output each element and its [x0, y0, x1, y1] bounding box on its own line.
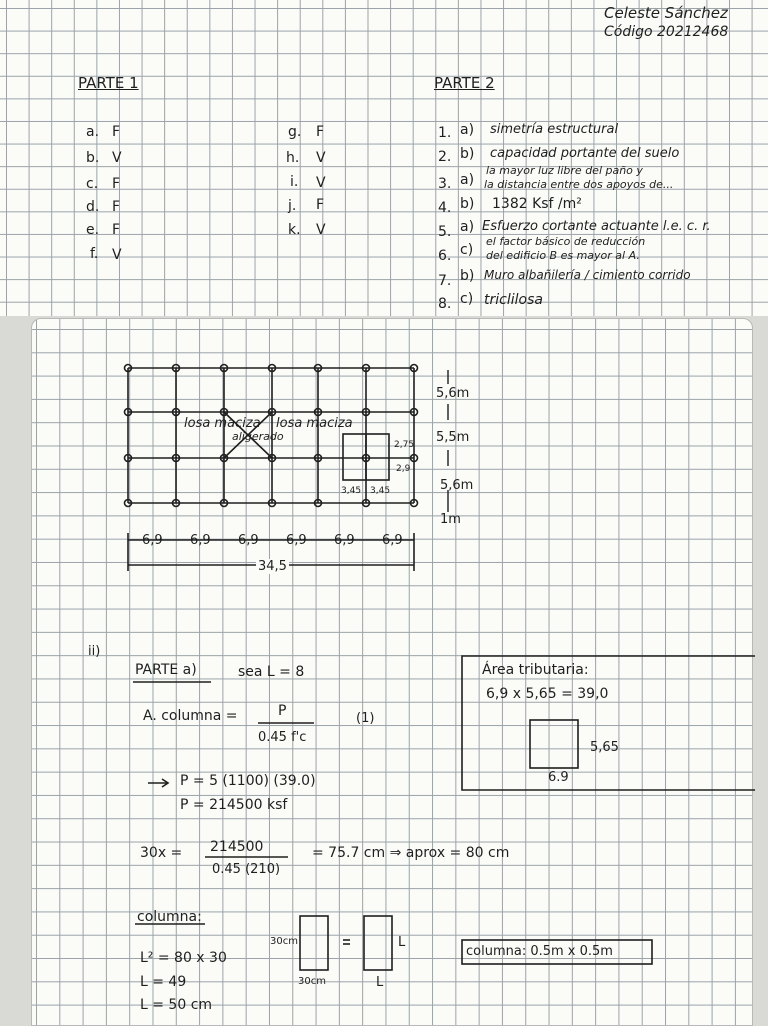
formula-denominator: 0.45 f'c: [258, 730, 307, 745]
plan-dim: 5,5m: [436, 430, 470, 445]
span-dim: 6,9: [142, 533, 163, 548]
p1-answer: V: [112, 247, 122, 263]
p2-option: c): [460, 242, 474, 258]
section-marker: ii): [88, 644, 101, 659]
p1-letter: k.: [288, 222, 301, 238]
span-dim: 6,9: [190, 533, 211, 548]
plan-dim: 1m: [440, 512, 461, 527]
p2-num: 4.: [438, 200, 452, 216]
p2-text: simetría estructural: [490, 122, 619, 137]
p2-option: b): [460, 196, 475, 212]
p1-answer: F: [316, 197, 325, 213]
box-dim: 30cm: [298, 976, 326, 987]
parte-a-title: PARTE a): [135, 662, 197, 678]
p1-letter: f.: [90, 246, 99, 262]
columna-title: columna:: [137, 909, 202, 925]
assumption: sea L = 8: [238, 664, 305, 680]
box-dim: L: [376, 975, 384, 990]
p2-option: b): [460, 268, 475, 284]
plan-dim-small: 2,9: [396, 464, 411, 474]
p1-letter: e.: [86, 222, 100, 238]
p1-letter: d.: [86, 199, 100, 215]
p1-letter: j.: [288, 198, 297, 214]
area-formula-label: A. columna =: [143, 708, 238, 724]
p1-letter: h.: [286, 150, 300, 166]
p2-text: capacidad portante del suelo: [490, 146, 680, 161]
p1-answer: V: [316, 222, 326, 238]
p2-text: Muro albañilería / cimiento corrido: [484, 268, 691, 282]
plan-dim: 5,6m: [440, 478, 474, 493]
p1-letter: a.: [86, 124, 100, 140]
p2-option: b): [460, 146, 475, 162]
columna-line: L = 49: [140, 974, 187, 990]
p1-answer: V: [316, 150, 326, 166]
p1-answer: F: [112, 124, 121, 140]
p2-text-line2: la distancia entre dos apoyos de...: [484, 178, 674, 191]
floor-plan-grid: [128, 368, 414, 571]
parte2-title: PARTE 2: [434, 74, 495, 92]
p1-letter: i.: [290, 174, 299, 190]
calc-numerator: 214500: [210, 839, 264, 855]
p2-num: 5.: [438, 224, 452, 240]
p2-option: c): [460, 291, 474, 307]
columna-line: L² = 80 x 30: [140, 950, 227, 966]
p1-letter: c.: [86, 176, 99, 192]
p1-answer: V: [112, 150, 122, 166]
p1-answer: V: [316, 175, 326, 191]
tributaria-side: 5,65: [590, 740, 619, 755]
p2-num: 2.: [438, 149, 452, 165]
span-dim: 6,9: [382, 533, 403, 548]
equation-tag: (1): [356, 711, 375, 726]
p1-letter: g.: [288, 124, 302, 140]
formula-numerator: P: [278, 703, 287, 719]
result-box: columna: 0.5m x 0.5m: [466, 944, 613, 959]
load-result: P = 214500 ksf: [180, 797, 288, 813]
p2-text: triclilosa: [484, 292, 543, 308]
p2-text: 1382 Ksf /m²: [492, 196, 582, 212]
p2-text: el factor básico de reducción: [486, 235, 646, 248]
student-name: Celeste Sánchez: [604, 4, 728, 22]
p2-num: 6.: [438, 248, 452, 264]
tributaria-bottom: 6.9: [548, 770, 569, 785]
p2-num: 8.: [438, 296, 452, 312]
p2-text: la mayor luz libre del paño y: [486, 164, 643, 177]
plan-dim: 5,6m: [436, 386, 470, 401]
plan-dim-small: 3,45: [370, 486, 391, 496]
calc-result: = 75.7 cm ⇒ aprox = 80 cm: [312, 845, 510, 861]
p2-option: a): [460, 219, 475, 235]
box-dim: 30cm: [270, 936, 298, 947]
p1-answer: F: [316, 124, 325, 140]
calc-left: 30x =: [140, 845, 183, 861]
p1-answer: F: [112, 199, 121, 215]
calc-denominator: 0.45 (210): [212, 862, 281, 877]
p2-text-line2: del edificio B es mayor al A.: [486, 249, 640, 262]
plan-label: losa maciza: [184, 416, 261, 431]
p2-num: 3.: [438, 176, 452, 192]
p2-num: 1.: [438, 125, 452, 141]
p1-answer: F: [112, 176, 121, 192]
total-dim: 34,5: [258, 559, 287, 574]
tributaria-calc: 6,9 x 5,65 = 39,0: [486, 686, 609, 702]
p1-letter: b.: [86, 150, 100, 166]
plan-label: losa maciza: [276, 416, 353, 431]
p1-answer: F: [112, 222, 121, 238]
span-dim: 6,9: [334, 533, 355, 548]
student-code: Código 20212468: [604, 24, 729, 40]
columna-line: L = 50 cm: [140, 997, 213, 1013]
p2-text: Esfuerzo cortante actuante l.e. c. r.: [482, 219, 711, 234]
p2-num: 7.: [438, 273, 452, 289]
span-dim: 6,9: [286, 533, 307, 548]
p2-option: a): [460, 122, 475, 138]
load-calc: P = 5 (1100) (39.0): [180, 773, 316, 789]
solution-lines: [133, 656, 755, 970]
plan-label: aligerado: [232, 430, 284, 443]
parte1-title: PARTE 1: [78, 74, 139, 92]
tributaria-title: Área tributaria:: [482, 662, 589, 678]
plan-dim-small: 3,45: [341, 486, 362, 496]
span-dim: 6,9: [238, 533, 259, 548]
plan-dim-small: 2,75: [394, 440, 415, 450]
p2-option: a): [460, 172, 475, 188]
box-dim: L: [398, 935, 406, 950]
